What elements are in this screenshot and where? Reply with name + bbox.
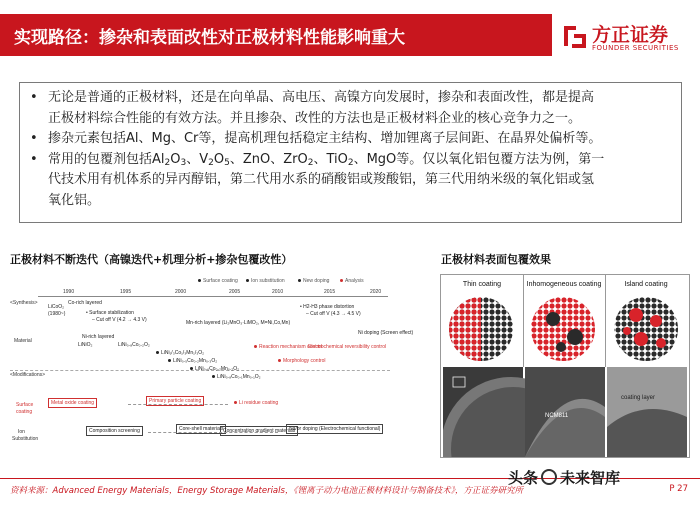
node-ncm622: LiNi₀.₆Co₀.₂Mn₀.₂O₂ [190,366,239,372]
page-title: 实现路径：掺杂和表面改性对正极材料性能影响重大 [14,28,405,48]
watermark [508,467,620,488]
ion-label: Ion [18,429,25,435]
node-ni-rich: Ni-rich layered [82,334,115,340]
bullet-line: 掺杂元素包括Al、Mg、Cr等，提高机理包括稳定主结构、增加锂离子层间距、在晶界处偏析等。 [48,131,602,146]
node-reaction: Reaction mechanism control [254,344,322,350]
connector [148,432,278,433]
surface-label: Surface [16,402,34,408]
bullet-item [30,150,673,212]
bullet-box [19,82,682,223]
year-label: 1990 [63,289,75,295]
year-label: 2020 [370,289,382,295]
node-licoo2-year: (1980~) [48,311,66,317]
coating-label: coating [16,409,33,415]
node-morphology: Morphology control [278,358,326,364]
brand-name-en: FOUNDER SECURITIES [592,44,679,52]
panel-inhomogeneous-coating: Inhomogeneous coating [526,281,602,288]
thin-coating-sphere [449,297,513,361]
bullet-line: 无论是普通的正极材料，还是在向单晶、高电压、高镍方向发展时，掺杂和表面改性，都是提高 [48,90,595,105]
node-ncm333: LiNi₁/₃Co₁/₃Mn₁/₃O₂ [156,350,204,356]
bullet-line: 常用的包覆剂包括$Al_2O_3$、$V_2O_5$、ZnO、ZrO$_2$、TiO$_2$、MgO等。仅以氧化铝包覆方法为例，第一 [48,151,605,168]
box-core-shell: Core-shell materials [176,424,226,434]
substitution-label: Substitution [12,436,39,442]
node-electrochem: Electrochemical reversibility control [308,344,387,350]
box-concentration-gradient: Concentration gradient materials [220,426,298,436]
node-cutoff-2: – Cut off V (4.3 → 4.5 V) [306,311,361,317]
node-co-rich: Co-rich layered [68,300,102,306]
watermark-logo-icon [541,469,557,485]
connector [128,404,228,405]
watermark-left: 头条 [508,469,539,487]
year-label: 2005 [229,289,241,295]
node-linio2: LiNiO₂ [78,342,93,348]
synthesis-label: <Synthesis> [10,300,38,306]
node-li-residue-coating: Li residue coating [234,400,278,406]
source-note: 资料来源：Advanced Energy Materials，Energy Storage Materials，《锂离子动力电池正极材料设计与制备技术》，方正证券研究所 [10,486,523,496]
bullet-text [48,88,673,129]
bullet-line: 代技术用有机体系的异丙醇铝，第二代用水系的硝酸铝或羧酸铝，第三代用纳米级的氧化铝或氢 [48,172,595,187]
bullet-text [48,129,673,150]
legend-new-doping: New doping [298,278,329,284]
header [0,0,700,68]
bullet-dot: • [30,90,38,105]
year-label: 2000 [175,289,187,295]
modifications-label: <Modifications> [10,372,46,378]
founder-logo-icon [562,22,588,50]
year-label: 2010 [272,289,284,295]
legend-surface-coating: Surface coating [198,278,238,284]
node-ni-formula: LiNi₀.₈Co₀.₂O₂ [118,342,150,348]
node-licoo2: LiCoO₂ [48,304,65,310]
year-label: 2015 [324,289,336,295]
bullet-line: 正极材料综合性能的有效方法。并且掺杂、改性的方法也是正极材料企业的核心竞争力之一。 [48,110,582,126]
node-cutoff-1: – Cut off V (4.2 → 4.3 V) [92,317,147,323]
inhomogeneous-coating-sphere [531,297,595,361]
cathode-timeline-figure [8,274,414,458]
title-bar [0,14,552,56]
island-coating-sphere [614,297,678,361]
tem-label-ncm811: NCM811 [545,413,569,419]
right-figure-heading: 正极材料表面包覆效果 [441,253,551,266]
page-number: P 27 [669,484,688,494]
box-na-doping: Na/or doping (Electrochemical functional) [286,424,383,434]
brand-name-cn: 方正证券 [592,24,669,46]
node-surface-stabilization: • Surface stabilization [86,310,134,316]
node-ni-doping: Ni doping (Screen effect) [358,330,414,336]
bullet-item [30,88,673,129]
panel-thin-coating: Thin coating [462,281,502,288]
panel-island-coating: Island coating [624,281,668,288]
brand-logo [562,20,692,56]
node-h2h3: • H2-H3 phase distortion [300,304,355,310]
material-label: Material [14,338,32,344]
node-mn-rich: Mn-rich layered (Li₂MnO₃·LiMO₂, M=Ni,Co,Mn) [186,320,291,326]
box-primary-particle-coating: Primary particle coating [146,396,204,406]
legend-ion-substitution: Ion substitution [246,278,285,284]
watermark-right: 未来智库 [560,469,621,487]
bullet-text [48,150,673,212]
box-composition-screening: Composition screening [86,426,143,436]
left-figure-heading: 正极材料不断迭代（高镍迭代+机理分析+掺杂包覆改性） [10,253,293,266]
bullet-dot: • [30,151,38,167]
box-metal-oxide-coating: Metal oxide coating [48,398,97,408]
coating-effect-figure [440,274,690,458]
bullet-dot: • [30,131,38,146]
year-label: 1995 [120,289,132,295]
bullet-item [30,129,673,150]
legend-analysis: Analysis [340,278,364,284]
node-ncm811: LiNi₀.₈Co₀.₁Mn₀.₁O₂ [212,374,261,380]
node-ncm523: LiNi₀.₅Co₀.₂Mn₀.₃O₂ [168,358,217,364]
bullet-line: 氧化铝。 [48,192,101,208]
tem-label-coating-layer: coating layer [621,395,656,401]
coating-spheres [441,291,689,367]
tem-images [443,367,687,457]
timeline-axis [38,296,388,297]
